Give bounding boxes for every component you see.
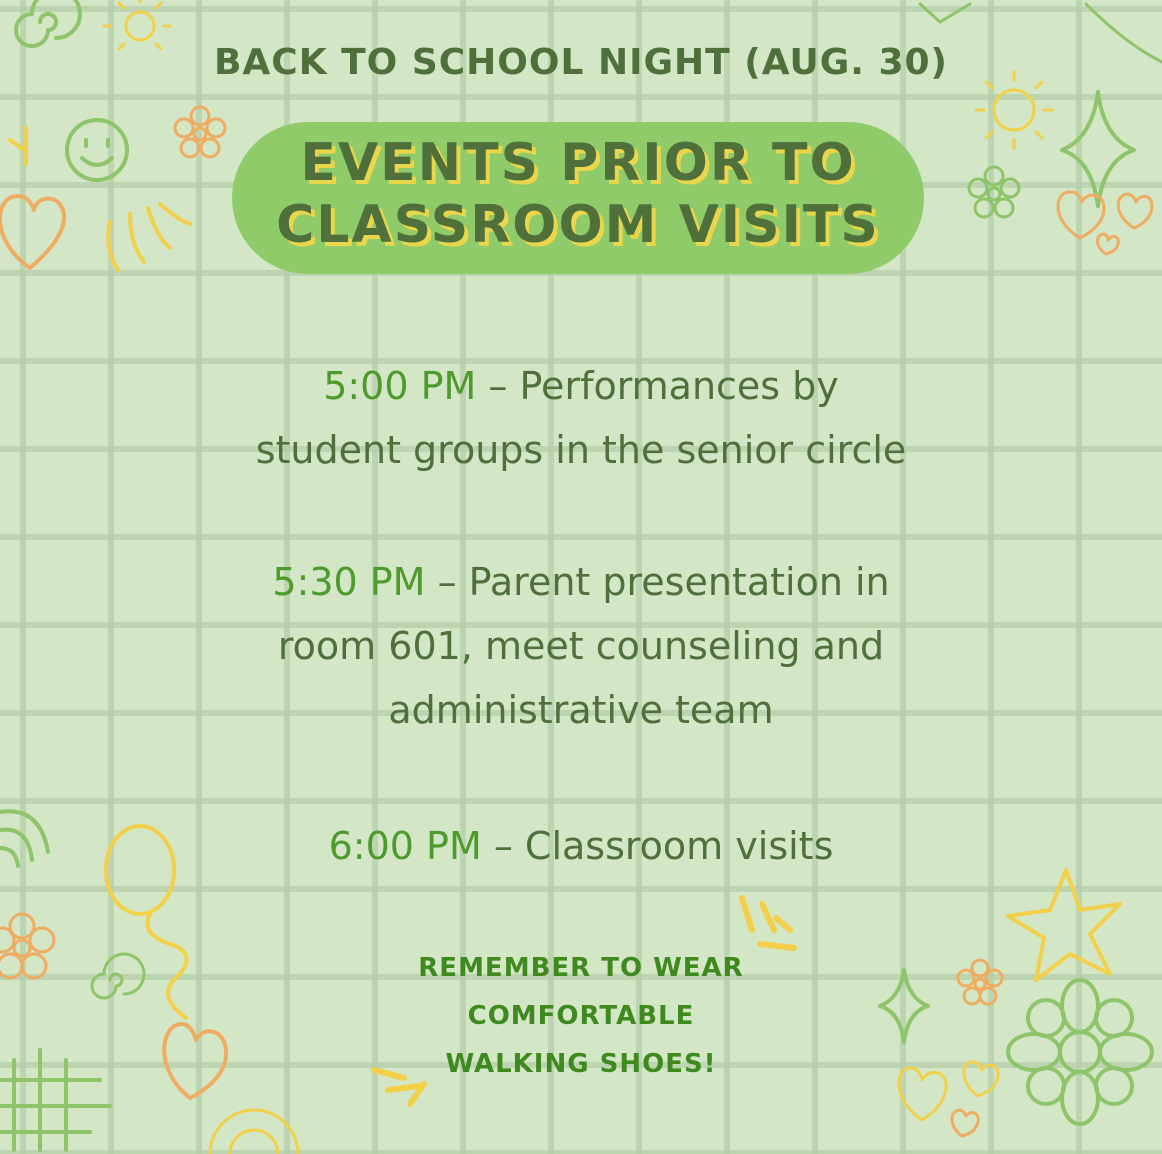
reminder-line: WALKING SHOES!	[445, 1049, 717, 1079]
event-time: 6:00 PM	[328, 824, 482, 868]
event-item	[0, 354, 1162, 482]
event-item	[0, 814, 1162, 878]
banner-line-2: CLASSROOM VISITS	[276, 195, 880, 255]
event-item	[0, 550, 1162, 742]
reminder-line: COMFORTABLE	[467, 1001, 695, 1031]
page-title: BACK TO SCHOOL NIGHT (AUG. 30)	[213, 42, 949, 83]
event-line	[0, 354, 1162, 418]
banner-heading	[232, 132, 924, 256]
event-line	[0, 550, 1162, 614]
event-separator: –	[481, 824, 525, 868]
events-banner	[232, 122, 924, 274]
event-time: 5:30 PM	[272, 560, 426, 604]
event-description: student groups in the senior circle	[255, 428, 907, 472]
reminder-note	[0, 944, 1162, 1088]
event-description: Performances by	[519, 364, 839, 408]
event-description: Classroom visits	[524, 824, 834, 868]
banner-line-1: EVENTS PRIOR TO	[300, 133, 856, 193]
reminder-line: REMEMBER TO WEAR	[418, 953, 744, 983]
event-description: Parent presentation in	[468, 560, 890, 604]
event-separator: –	[476, 364, 520, 408]
event-time: 5:00 PM	[323, 364, 477, 408]
event-description: administrative team	[388, 688, 774, 732]
event-description: room 601, meet counseling and	[277, 624, 885, 668]
event-line	[0, 814, 1162, 878]
event-separator: –	[425, 560, 469, 604]
